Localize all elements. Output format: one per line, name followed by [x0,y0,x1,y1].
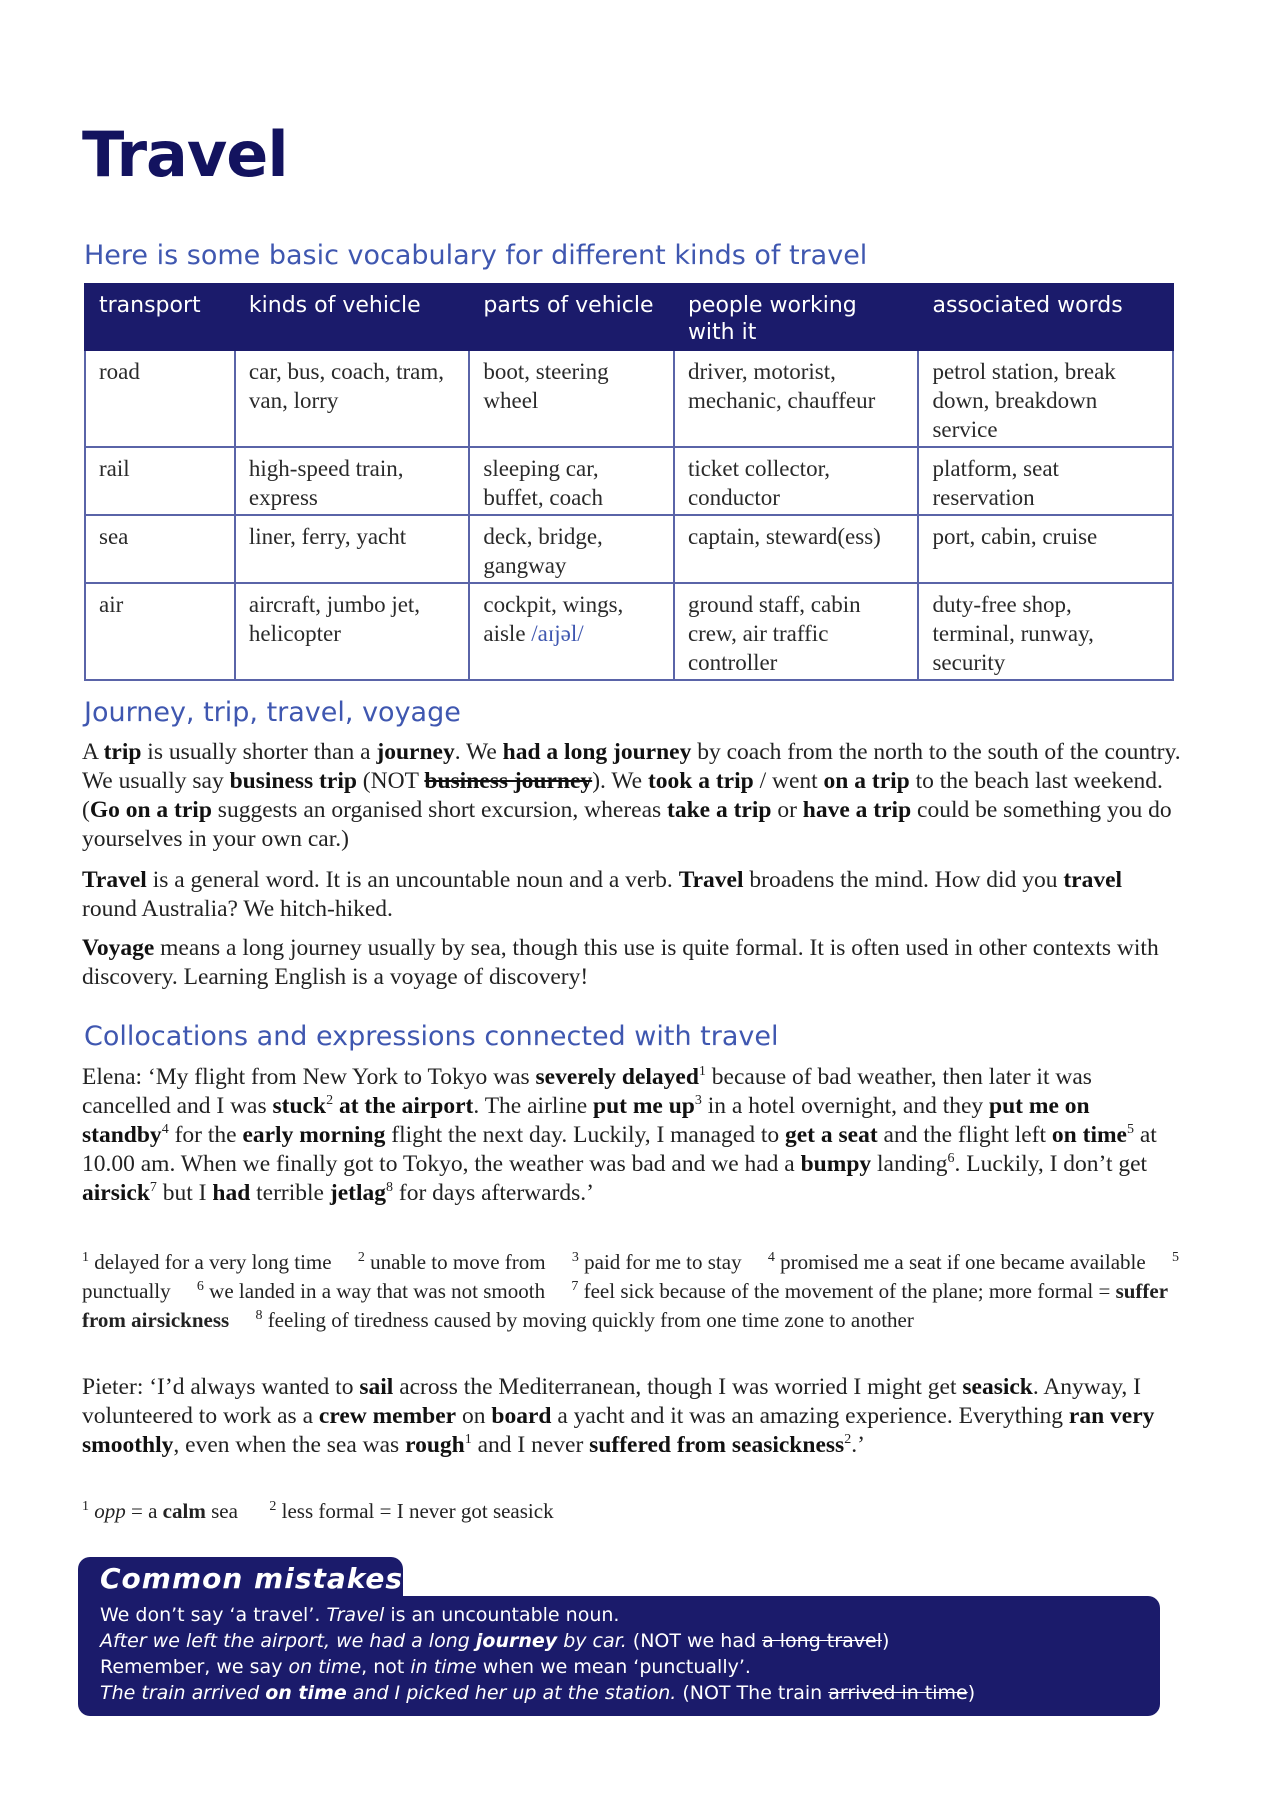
elena-footnotes: $^1$ delayed for a very long time $^2$ unable to move from $^3$ paid for me to stay $^4$ promised me a seat if one became available $^5$ punctually $^6$ we landed in a way that was not smooth $^7$ feel sick because of the movement of the plane; more formal = suffer from airsickness $^8$ feeling of tiredness caused by moving quickly from one time zone to another [82,1250,1179,1332]
table-cell: boot, steering wheel [469,350,674,447]
table-cell: port, cabin, cruise [918,515,1173,583]
table-cell: captain, steward(ess) [674,515,919,583]
common-mistakes-line-4: The train arrived on time and I picked her up at the station. (NOT The train arrived in time) [100,1682,976,1704]
table-cell: air [85,583,235,680]
column-header: people working with it [674,284,919,350]
table-row [85,447,1173,515]
journey-paragraph-2: Travel is a general word. It is an uncountable noun and a verb. Travel broadens the mind. How did you travel round Australia? We hitch-hiked. [82,867,1123,922]
column-header: parts of vehicle [469,284,674,350]
table-row [85,583,1173,680]
table-cell: deck, bridge, gangway [469,515,674,583]
table-cell: platform, seat reservation [918,447,1173,515]
elena-paragraph: Elena: ‘My flight from New York to Tokyo was severely delayed$^1$ because of bad weather, then later it was cancelled and I was stuck$^2$ at the airport. The airline put me $up^3$ in a hotel overnight, and they put me on standby$^4$ for the early morning flight the next day. Luckily, I managed to get a seat and the flight left on time$^5$ at 10.00 am. When we finally got to Tokyo, the weather was bad and we had a bumpy landing$^6$. Luckily, I don’t get airsick$^7$ but I had terrible jetlag$^8$ for days afterwards.’ [82,1064,1157,1206]
common-mistakes-line-1: We don’t say ‘a travel’. Travel is an uncountable noun. [100,1604,620,1626]
table-cell: sea [85,515,235,583]
table-cell: petrol station, break down, breakdown service [918,350,1173,447]
pieter-paragraph: Pieter: ‘I’d always wanted to sail across the Mediterranean, though I was worried I might get seasick. Anyway, I volunteered to work as a crew member on board a yacht and it was an amazing experience. Everything ran very smoothly, even when the sea was rough$^1$ and I never suffered from seasickness$^2$.’ [82,1374,1155,1458]
table-cell: car, bus, coach, tram, van, lorry [235,350,469,447]
table-cell: aircraft, jumbo jet, helicopter [235,583,469,680]
cell-text: cockpit, wings, aisle [483,592,624,646]
table-header-row [85,284,1173,350]
vocab-heading: Here is some basic vocabulary for different kinds of travel [84,240,868,271]
table-row [85,515,1173,583]
journey-heading: Journey, trip, travel, voyage [84,697,461,728]
common-mistakes-line-2: After we left the airport, we had a long journey by car. (NOT we had a long travel) [100,1630,890,1652]
journey-paragraph-3: Voyage means a long journey usually by sea, though this use is quite formal. It is often used in other contexts with discovery. Learning English is a voyage of discovery! [82,935,1159,990]
table-cell: sleeping car, buffet, coach [469,447,674,515]
table-cell: road [85,350,235,447]
vocabulary-table [84,283,1174,681]
column-header: transport [85,284,235,350]
common-mistakes-line-3: Remember, we say on time, not in time when we mean ‘punctually’. [100,1656,751,1678]
collocations-heading: Collocations and expressions connected with travel [84,1021,779,1052]
phonetic-transcription: /aɪjəl/ [531,621,584,646]
journey-paragraph-1: A trip is usually shorter than a journey. We had a long journey by coach from the north to the south of the country. We usually say business trip (NOT business journey). We took a trip / went on a trip to the beach last weekend. (Go on a trip suggests an organised short excursion, whereas take a trip or have a trip could be something you do yourselves in your own car.) [82,739,1181,852]
pieter-footnotes: $^1$ opp = a calm sea $^2$ less formal = I never got seasick [82,1499,554,1523]
table-cell: high-speed train, express [235,447,469,515]
table-cell: duty-free shop, terminal, runway, security [918,583,1173,680]
table-cell: rail [85,447,235,515]
column-header: associated words [918,284,1173,350]
table-row [85,350,1173,447]
table-cell: liner, ferry, yacht [235,515,469,583]
column-header: kinds of vehicle [235,284,469,350]
table-cell: ticket collector, conductor [674,447,919,515]
page-title: Travel [82,118,288,191]
table-cell: ground staff, cabin crew, air traffic controller [674,583,919,680]
table-cell [469,583,674,680]
table-cell: driver, motorist, mechanic, chauffeur [674,350,919,447]
common-mistakes-heading: Common mistakes [100,1562,404,1595]
